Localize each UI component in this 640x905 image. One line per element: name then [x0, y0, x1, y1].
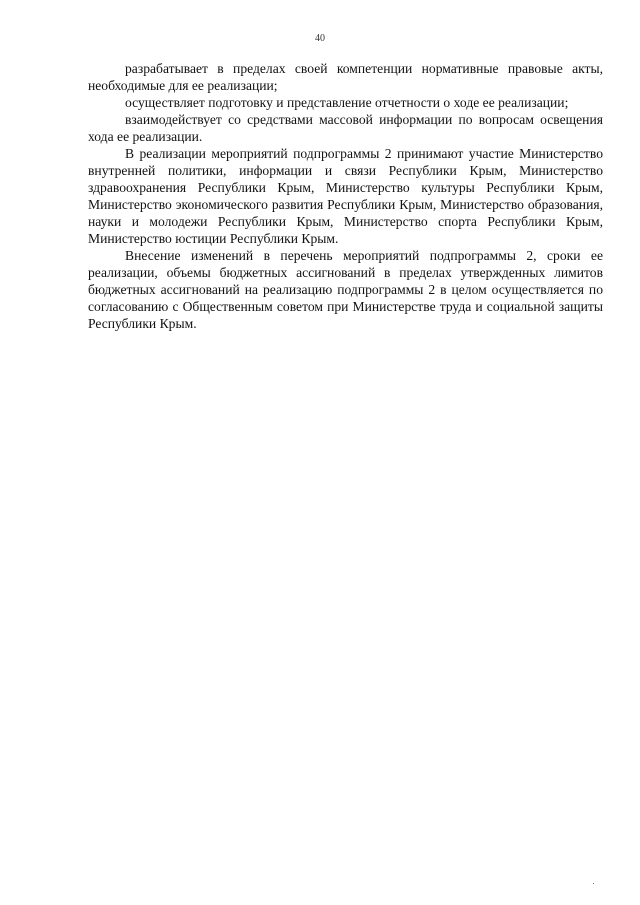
page-number: 40 — [315, 33, 325, 44]
paragraph-participating-ministries: В реализации мероприятий подпрограммы 2 принимают участие Министерство внутренней политики, информации и связи Республики Крым, Министерство здравоохранения Республики Крым, Министерство культуры Республики Крым, Министерство экономического развития Республики Крым, Министерство образования, науки и молодежи Республики Крым, Министерство спорта Республики Крым, Министерство юстиции Республики Крым. — [88, 146, 603, 246]
paragraph-reporting: осуществляет подготовку и представление отчетности о ходе ее реализации; — [125, 95, 569, 110]
paragraph-media-interaction: взаимодействует со средствами массовой информации по вопросам освещения хода ее реализации. — [88, 112, 603, 144]
paragraph-amendments: Внесение изменений в перечень мероприятий подпрограммы 2, сроки ее реализации, объемы бюджетных ассигнований в пределах утвержденных лимитов бюджетных ассигнований на реализацию подпрограммы 2 в целом осуществляется по согласованию с Общественным советом при Министерстве труда и социальной защиты Республики Крым. — [88, 248, 603, 331]
paragraph-develop-legal-acts: разрабатывает в пределах своей компетенции нормативные правовые акты, необходимые для ее реализации; — [88, 61, 603, 93]
document-body — [88, 60, 603, 332]
scan-speck — [593, 883, 594, 884]
